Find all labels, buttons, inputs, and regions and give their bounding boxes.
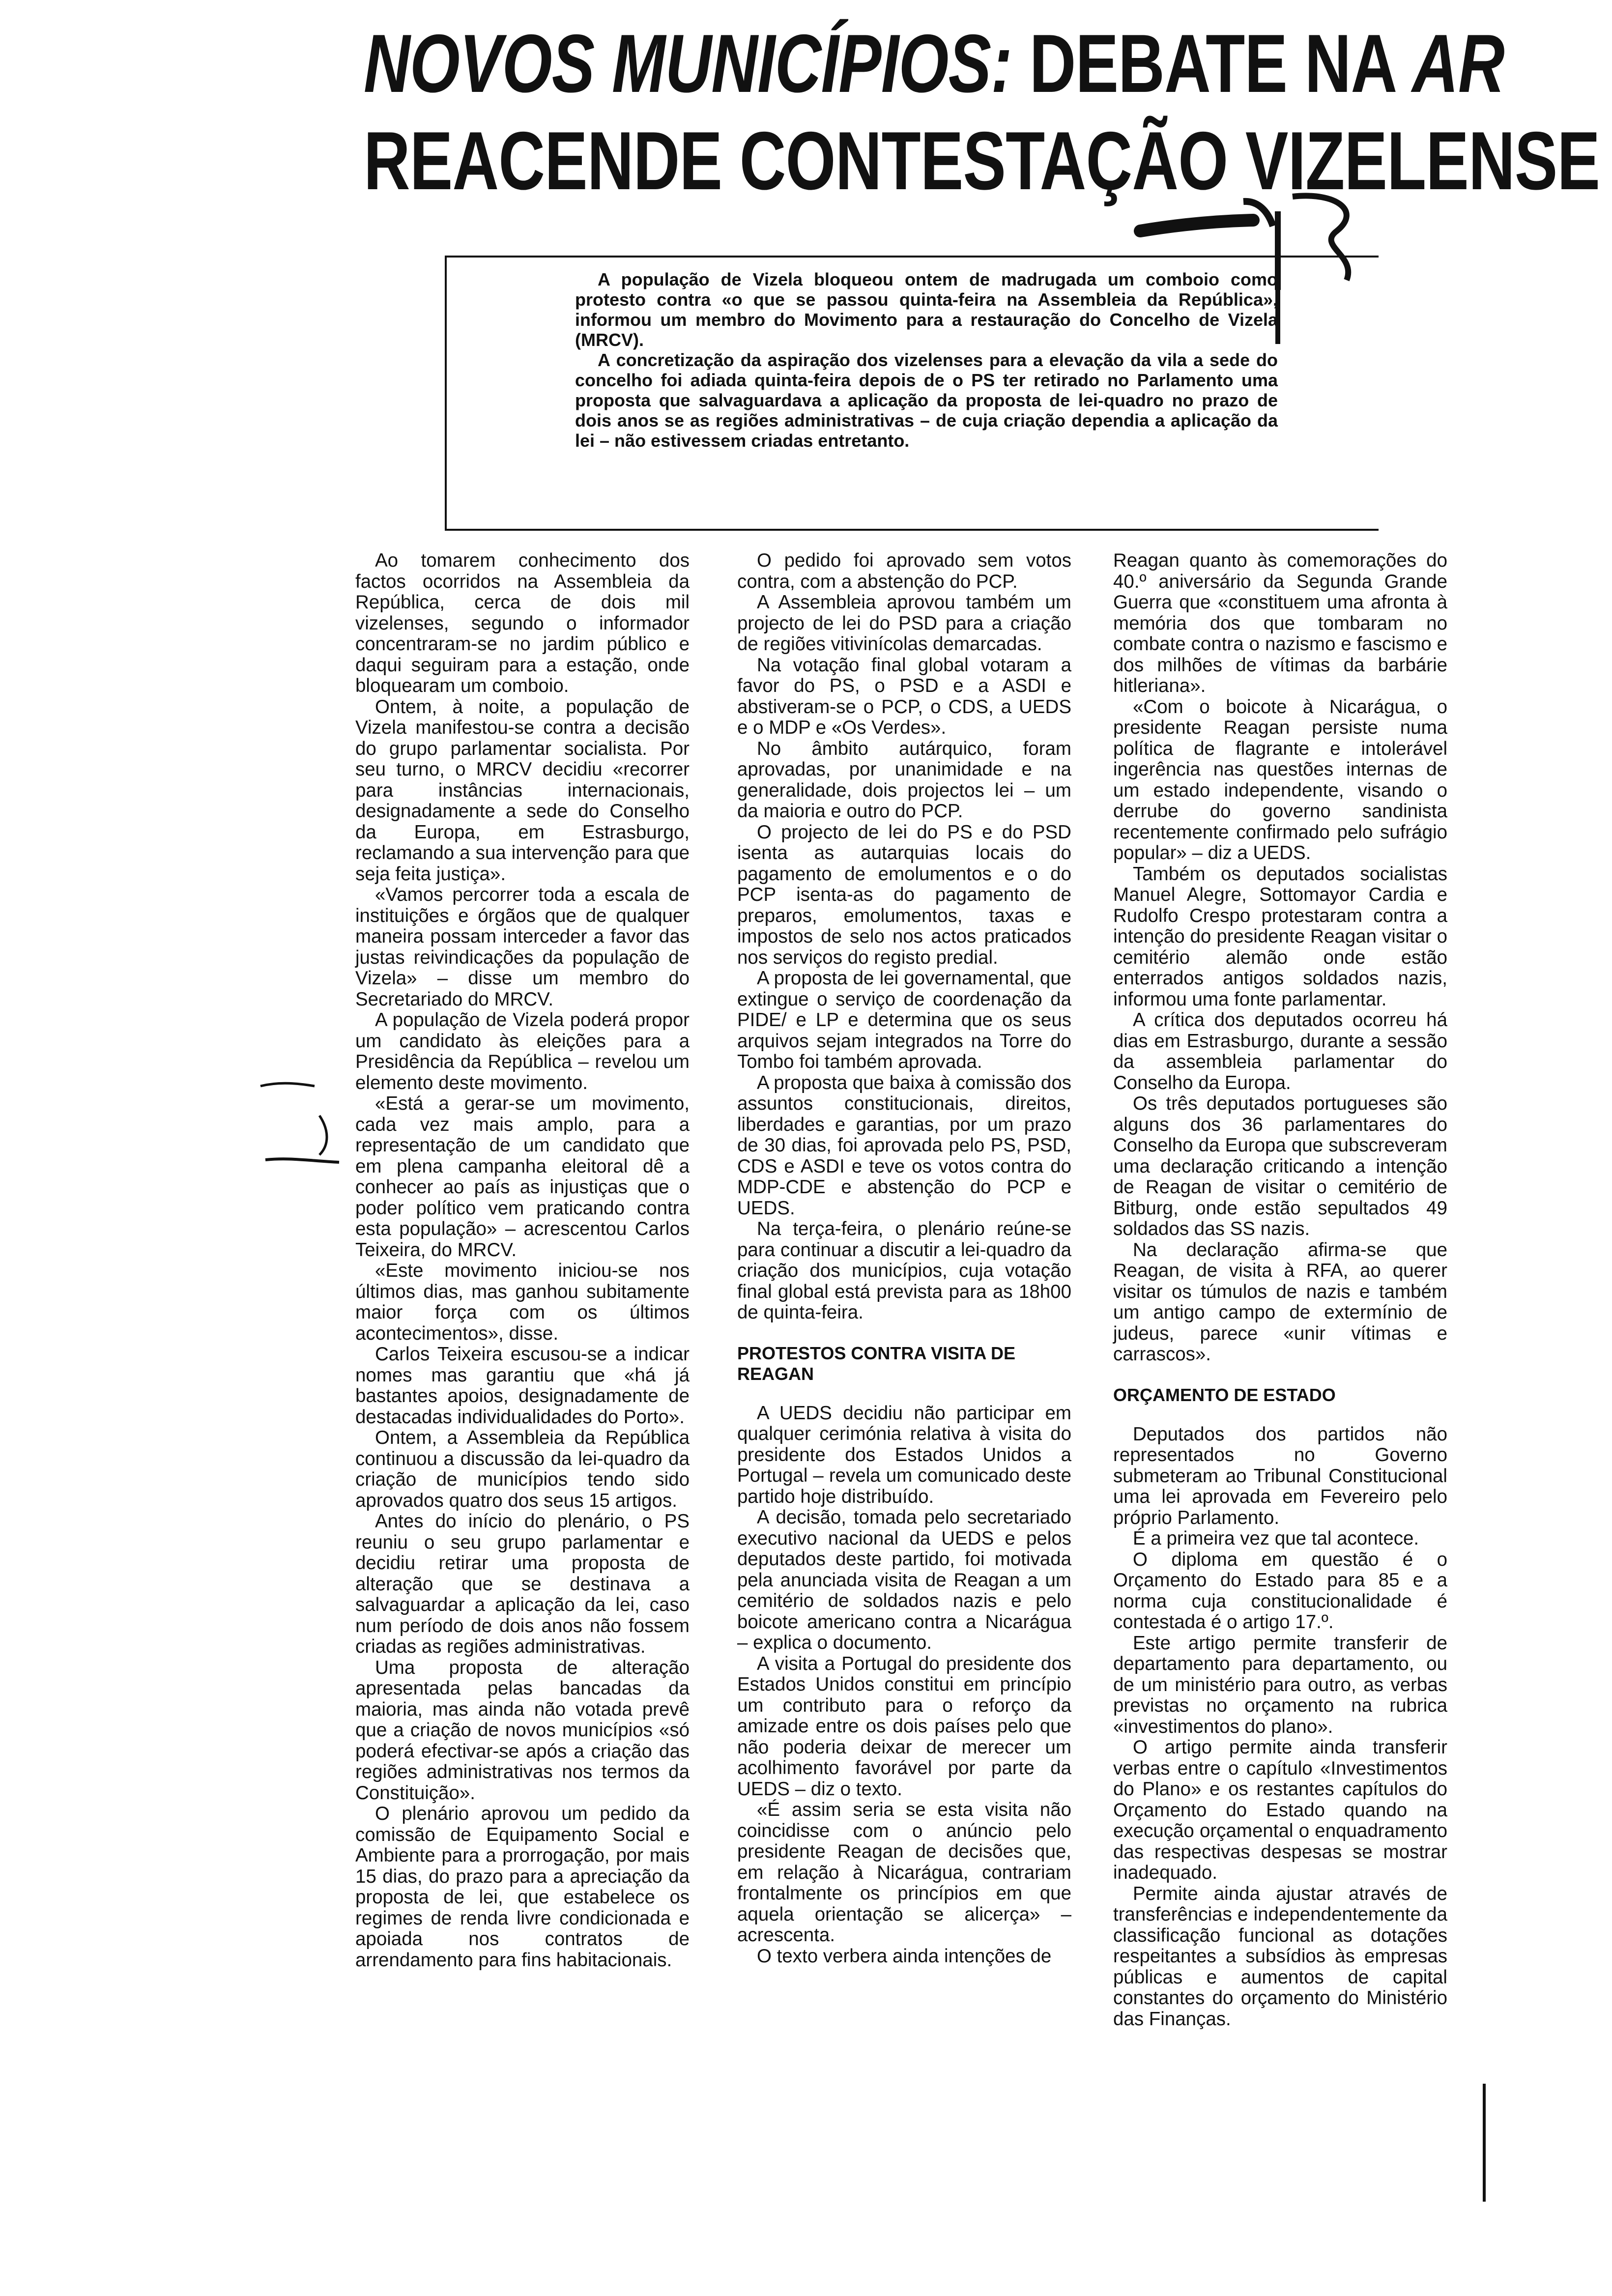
lead-paragraph-1: A população de Vizela bloqueou ontem de madrugada um comboio como protesto contra «o que se passou quinta-feira na Assembleia da República», informou um membro do Movimento para a restauração do Concelho de Vizela (MRCV). (575, 269, 1278, 350)
margin-line-icon (1479, 2084, 1489, 2202)
margin-bracket-icon (256, 1071, 354, 1170)
paragraph: Carlos Teixeira escusou-se a indicar nomes mas garantiu que «há já bastantes apoios, designadamente de destacadas individualidades do Porto». (355, 1344, 690, 1428)
article-column-1 (355, 550, 690, 1971)
paragraph: O pedido foi aprovado sem votos contra, com a abstenção do PCP. (737, 550, 1071, 592)
paragraph: Deputados dos partidos não representados no Governo submeteram ao Tribunal Constitucional uma lei aprovada em Fevereiro pelo próprio Parlamento. (1113, 1423, 1447, 1528)
paragraph: O projecto de lei do PS e do PSD isenta as autarquias locais do pagamento de emolumentos e o do PCP isenta-as do pagamento de preparos, emolumentos, taxas e impostos de selo nos actos praticados nos serviços do registo predial. (737, 821, 1071, 968)
paragraph: Antes do início do plenário, o PS reuniu o seu grupo parlamentar e decidiu retirar uma proposta de alteração que se destinava a salvaguardar a aplicação da lei, caso num período de dois anos não fossem criadas as regiões administrativas. (355, 1511, 690, 1657)
paragraph: Ontem, a Assembleia da República continuou a discussão da lei-quadro da criação de municípios tendo sido aprovados quatro dos seus 15 artigos. (355, 1427, 690, 1511)
paragraph: Também os deputados socialistas Manuel Alegre, Sottomayor Cardia e Rudolfo Crespo protestaram contra a intenção do presidente Reagan visitar o cemitério alemão onde estão enterrados antigos soldados nazis, informou uma fonte parlamentar. (1113, 863, 1447, 1010)
article-column-2 (737, 550, 1071, 1967)
lead-paragraph (575, 269, 1278, 451)
headline-line-1 (364, 15, 1504, 112)
paragraph: «É assim seria se esta visita não coincidisse com o anúncio pelo presidente Reagan de decisões que, em relação à Nicarágua, contrariam frontalmente os princípios em que aquela orientação se alicerça» – acrescenta. (737, 1799, 1071, 1946)
paragraph: A população de Vizela poderá propor um candidato às eleições para a Presidência da República – revelou um elemento deste movimento. (355, 1009, 690, 1093)
paragraph: A Assembleia aprovou também um projecto de lei do PSD para a criação de regiões vitivinícolas demarcadas. (737, 592, 1071, 655)
paragraph: Na terça-feira, o plenário reúne-se para continuar a discutir a lei-quadro da criação dos municípios, cuja votação final global está prevista para as 18h00 de quinta-feira. (737, 1218, 1071, 1323)
paragraph: «Este movimento iniciou-se nos últimos dias, mas ganhou subitamente maior força com os últimos acontecimentos», disse. (355, 1260, 690, 1344)
section-heading-orcamento: ORÇAMENTO DE ESTADO (1113, 1384, 1336, 1405)
lead-paragraph-2: A concretização da aspiração dos vizelenses para a elevação da vila a sede do concelho foi adiada quinta-feira depois de o PS ter retirado no Parlamento uma proposta que salvaguardava a aplicação da proposta de lei-quadro no prazo de dois anos se as regiões administrativas – de cuja criação dependia a aplicação da lei – não estivessem criadas entretanto. (575, 350, 1278, 451)
paragraph: No âmbito autárquico, foram aprovadas, por unanimidade e na generalidade, dois projectos lei – um da maioria e outro do PCP. (737, 738, 1071, 822)
paragraph: A crítica dos deputados ocorreu há dias em Estrasburgo, durante a sessão da assembleia parlamentar do Conselho da Europa. (1113, 1009, 1447, 1093)
headline (364, 15, 1600, 209)
paragraph: É a primeira vez que tal acontece. (1133, 1528, 1419, 1549)
paragraph: A decisão, tomada pelo secretariado executivo nacional da UEDS e pelos deputados deste partido, foi motivada pela anunciada visita de Reagan a um cemitério de soldados nazis e pelo boicote americano contra a Nicarágua – explica o documento. (737, 1507, 1071, 1653)
paragraph: Na declaração afirma-se que Reagan, de visita à RFA, ao querer visitar os túmulos de nazis e também um antigo campo de extermínio de judeus, parece «unir vítimas e carrascos». (1113, 1239, 1447, 1365)
paragraph: O plenário aprovou um pedido da comissão de Equipamento Social e Ambiente para a prorrogação, por mais 15 dias, do prazo para a apreciação da proposta de lei, que estabelece os regimes de renda livre condicionada e apoiada nos contratos de arrendamento para fins habitacionais. (355, 1803, 690, 1971)
paragraph: «Com o boicote à Nicarágua, o presidente Reagan persiste numa política de flagrante e intolerável ingerência nas questões internas de um estado independente, visando o derrube do governo sandinista recentemente confirmado pelo sufrágio popular» – diz a UEDS. (1113, 696, 1447, 863)
paragraph: A UEDS decidiu não participar em qualquer cerimónia relativa à visita do presidente dos Estados Unidos a Portugal – revela um comunicado deste partido hoje distribuído. (737, 1402, 1071, 1507)
paragraph: O artigo permite ainda transferir verbas entre o capítulo «Investimentos do Plano» e os restantes capítulos do Orçamento do Estado quando na execução orçamental o enquadramento das respectivas despesas se mostrar inadequado. (1113, 1737, 1447, 1883)
article-column-3 (1113, 550, 1447, 2030)
headline-part-3: AR (1412, 17, 1504, 110)
paragraph: «Está a gerar-se um movimento, cada vez mais amplo, para a representação de um candidato que em plena campanha eleitoral dê a conhecer ao país as injustiças que o poder político vem praticando contra esta população» – acrescentou Carlos Teixeira, do MRCV. (355, 1093, 690, 1261)
paragraph: Reagan quanto às comemorações do 40.º aniversário da Segunda Grande Guerra que «constituem uma afronta à memória dos que tombaram no combate contra o nazismo e fascismo e dos milhões de vítimas da barbárie hitleriana». (1113, 550, 1447, 696)
paragraph: «Vamos percorrer toda a escala de instituições e órgãos que de qualquer maneira possam interceder a favor das justas reivindicações da população de Vizela» – disse um membro do Secretariado do MRCV. (355, 884, 690, 1010)
paragraph: Na votação final global votaram a favor do PS, o PSD e a ASDI e abstiveram-se o PCP, o CDS, a UEDS e o MDP e «Os Verdes». (737, 654, 1071, 738)
paragraph: Este artigo permite transferir de departamento para departamento, ou de um ministério para outro, as verbas previstas no orçamento na rubrica «investimentos do plano». (1113, 1632, 1447, 1737)
paragraph: A proposta que baixa à comissão dos assuntos constitucionais, direitos, liberdades e garantias, por um prazo de 30 dias, foi aprovada pelo PS, PSD, CDS e ASDI e teve os votos contra do MDP-CDE e abstenção do PCP e UEDS. (737, 1072, 1071, 1219)
paragraph: A visita a Portugal do presidente dos Estados Unidos constitui em princípio um contributo para o reforço da amizade entre os dois países pelo que não poderia deixar de merecer um acolhimento favorável por parte da UEDS – diz o texto. (737, 1653, 1071, 1800)
paragraph: Ao tomarem conhecimento dos factos ocorridos na Assembleia da República, cerca de dois mil vizelenses, segundo o informador concentraram-se no jardim público e daqui seguiram para a estação, onde bloquearam um comboio. (355, 550, 690, 696)
section-heading-reagan: PROTESTOS CONTRA VISITA DE REAGAN (737, 1343, 1016, 1384)
paragraph: Permite ainda ajustar através de transferências e independentemente da classificação funcional as dotações respeitantes a subsídios às empresas públicas e aumentos de capital constantes do orçamento do Ministério das Finanças. (1113, 1883, 1447, 2030)
paragraph: O diploma em questão é o Orçamento do Estado para 85 e a norma cuja constitucionalidade é contestada é o artigo 17.º. (1113, 1549, 1447, 1633)
headline-line-2: REACENDE CONTESTAÇÃO VIZELENSE (364, 115, 1600, 207)
paragraph: A proposta de lei governamental, que extingue o serviço de coordenação da PIDE/ e LP e determina que os seus arquivos sejam integrados na Torre do Tombo foi também aprovada. (737, 968, 1071, 1072)
paragraph: O texto verbera ainda intenções de (757, 1945, 1052, 1967)
headline-part-1: NOVOS MUNICÍPIOS: (364, 17, 1012, 110)
paragraph: Ontem, à noite, a população de Vizela manifestou-se contra a decisão do grupo parlamentar socialista. Por seu turno, o MRCV decidiu «recorrer para instâncias internacionais, designadamente a sede do Conselho da Europa, em Estrasburgo, reclamando a sua intervenção para que seja feita justiça». (355, 696, 690, 885)
paragraph: Uma proposta de alteração apresentada pelas bancadas da maioria, mas ainda não votada prevê que a criação de novos municípios «só poderá efectivar-se após a criação das regiões administrativas nos termos da Constituição». (355, 1657, 690, 1804)
paragraph: Os três deputados portugueses são alguns dos 36 parlamentares do Conselho da Europa que subscreveram uma declaração criticando a intenção de Reagan de visitar o cemitério de Bitburg, onde estão sepultados 49 soldados das SS nazis. (1113, 1093, 1447, 1239)
headline-part-2: DEBATE NA (1012, 17, 1412, 110)
